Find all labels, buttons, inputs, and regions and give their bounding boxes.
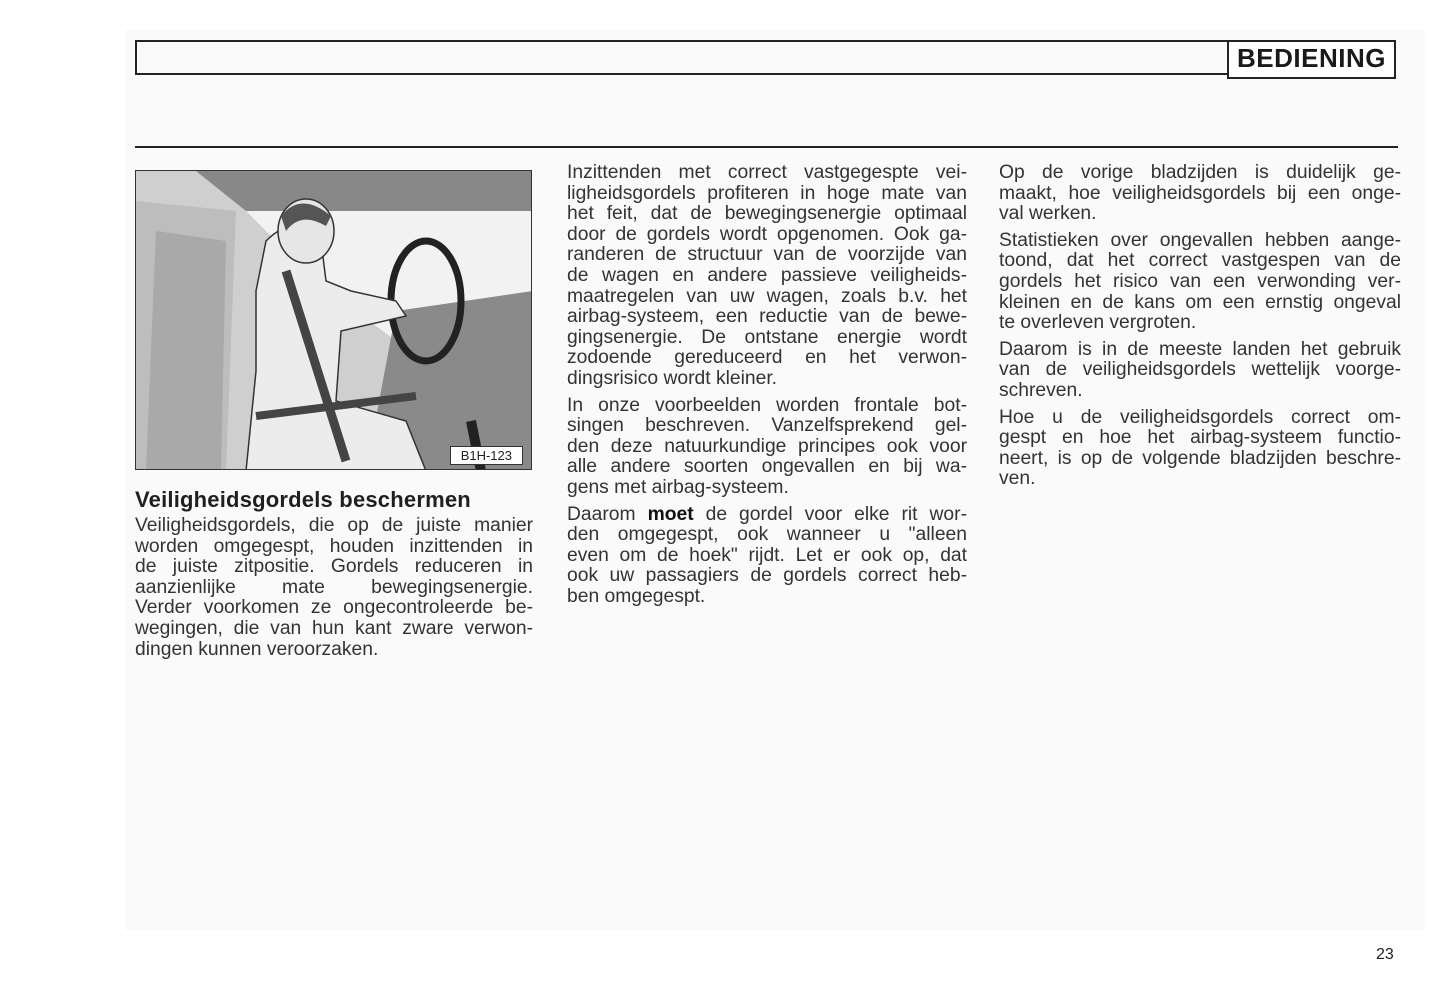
paragraph [999, 163, 1401, 225]
section-heading: Veiligheidsgordels beschermen [135, 487, 471, 512]
paragraph [567, 396, 967, 499]
text-line: Verder voorkomen ze ongecontroleerde be- [135, 597, 533, 619]
text-line: te overleven vergroten. [999, 312, 1197, 334]
text-line: de juiste zitpositie. Gordels reduceren in [135, 556, 533, 578]
text-line: de wagen en andere passieve veiligheids- [567, 264, 967, 286]
paragraph [999, 340, 1401, 402]
text-line: In onze voorbeelden worden frontale bot- [567, 394, 967, 416]
text-line: den deze natuurkundige principes ook voor [567, 435, 967, 457]
text-line: het feit, dat de bewegingsenergie optimaal [567, 203, 967, 225]
text-line: even om de hoek" rijdt. Let er ook op, dat [567, 544, 967, 566]
illustration-driver-seatbelt [135, 170, 532, 470]
emphasis-text: moet [647, 503, 694, 525]
text-span: de gordel voor elke rit wor- [693, 503, 967, 525]
section-title: BEDIENING [1227, 40, 1396, 79]
text-column-3 [999, 163, 1401, 496]
text-line: zodoende gereduceerd en het verwon- [567, 347, 967, 369]
text-line: ook uw passagiers de gordels correct heb- [567, 565, 967, 587]
text-line: schreven. [999, 379, 1083, 401]
text-line: aanzienlijke mate bewegingsenergie. [135, 576, 533, 598]
text-line: dingsrisico wordt kleiner. [567, 367, 778, 389]
text-line: worden omgegespt, houden inzittenden in [135, 535, 533, 557]
text-line: randeren de structuur van de voorzijde van [567, 244, 967, 266]
driver-illustration [136, 171, 532, 470]
text-line: neert, is op de volgende bladzijden beschre- [999, 447, 1401, 469]
text-line: ligheidsgordels profiteren in hoge mate van [567, 182, 967, 204]
text-line: alle andere soorten ongevallen en bij wa- [567, 456, 967, 478]
text-line: ven. [999, 468, 1036, 490]
paragraph [135, 516, 533, 660]
text-line [567, 505, 967, 526]
text-column-1 [135, 516, 533, 666]
text-line: door de gordels wordt opgenomen. Ook ga- [567, 223, 967, 245]
text-line: kleinen en de kans om een ernstig ongeval [999, 291, 1401, 313]
text-line: gingsenergie. De ontstane energie wordt [567, 326, 967, 348]
text-line: ben omgegespt. [567, 585, 706, 607]
text-line: maatregelen van uw wagen, zoals b.v. het [567, 285, 967, 307]
text-line: Op de vorige bladzijden is duidelijk ge- [999, 162, 1401, 183]
text-line: dingen kunnen veroorzaken. [135, 638, 379, 660]
text-line: Daarom is in de meeste landen het gebruik [999, 338, 1401, 360]
text-span: Daarom [567, 503, 648, 525]
paragraph [999, 408, 1401, 490]
text-line: Veiligheidsgordels, die op de juiste manier [135, 515, 533, 536]
text-line: van de veiligheidsgordels wettelijk voorge- [999, 359, 1401, 381]
header-rule [135, 146, 1398, 148]
text-line: gespt en hoe het airbag-systeem functio- [999, 427, 1401, 449]
paragraph [999, 231, 1401, 334]
text-line: val werken. [999, 203, 1097, 225]
text-line: Inzittenden met correct vastgegespte vei- [567, 162, 967, 183]
text-line: den omgegespt, ook wanneer u "alleen [567, 524, 967, 546]
text-column-2 [567, 163, 967, 613]
text-line: airbag-systeem, een reductie van de bewe- [567, 306, 967, 328]
text-line: wegingen, die van hun kant zware verwon- [135, 617, 533, 639]
text-line: gordels het risico van een verwonding ver- [999, 270, 1401, 292]
text-line: gens met airbag-systeem. [567, 476, 789, 498]
text-line: maakt, hoe veiligheidsgordels bij een onge- [999, 182, 1401, 204]
paragraph [567, 505, 967, 608]
text-line: singen beschreven. Vanzelfsprekend gel- [567, 415, 967, 437]
header-bar [135, 40, 1396, 75]
text-line: Hoe u de veiligheidsgordels correct om- [999, 406, 1401, 428]
paragraph [567, 163, 967, 390]
text-line: Statistieken over ongevallen hebben aange- [999, 229, 1401, 251]
figure-code-label: B1H-123 [450, 446, 523, 465]
text-line: toond, dat het correct vastgespen van de [999, 250, 1401, 272]
page-number: 23 [1376, 946, 1394, 963]
